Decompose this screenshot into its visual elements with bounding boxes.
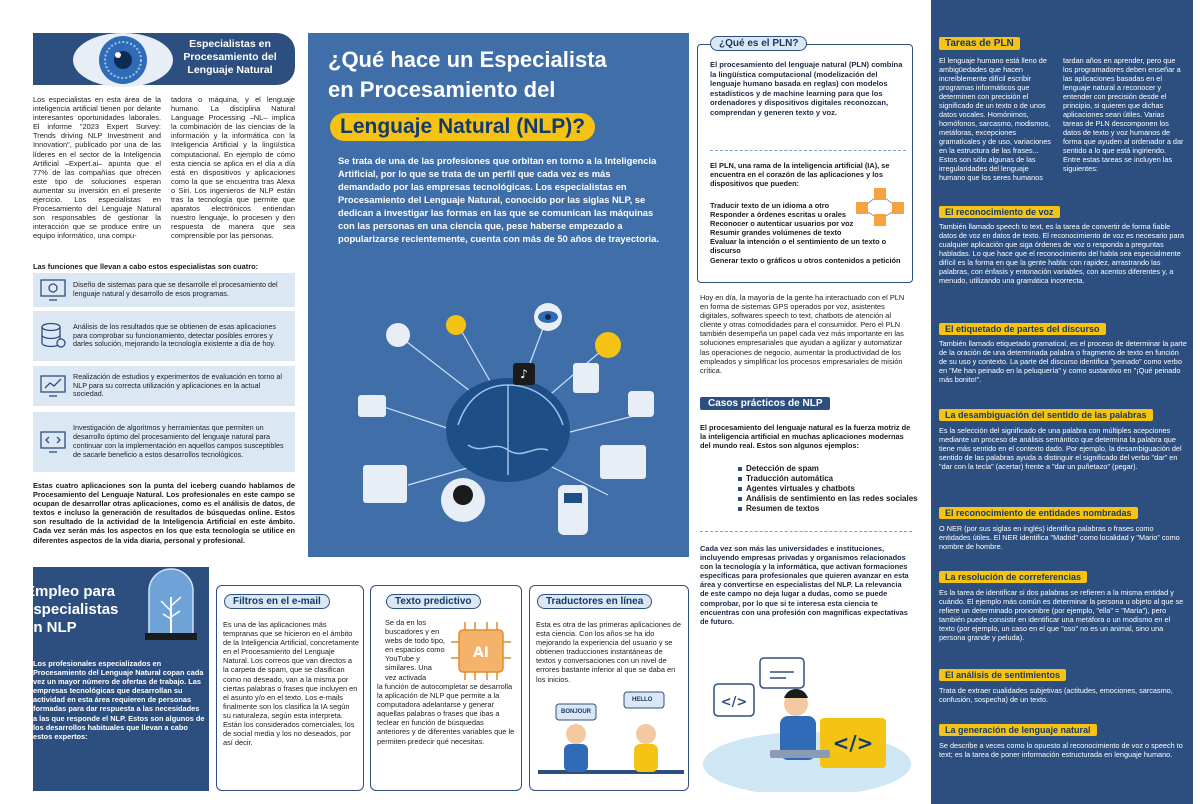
pln-ability-6: Generar texto o gráficos u otros contenidos a petición — [710, 255, 901, 265]
analytics-icon — [39, 374, 67, 398]
hero-title-2: en Procesamiento del — [328, 77, 556, 102]
tareas-title: Tareas de PLN — [939, 37, 1020, 50]
function-row-3 — [33, 366, 295, 406]
task-text-7: Se describe a veces como lo opuesto al reconocimiento de voz o speech to text; es la tarea de poner información estructurada en lenguaje humano. — [939, 741, 1183, 759]
function-text-2: Análisis de los resultados que se obtienen de esas aplicaciones para comprobar su funcionamiento, detectar posibles errores y darles solución, mejorando la tecnología existente a día de hoy. — [73, 321, 276, 349]
col1-intro-left: Los especialistas en esta área de la inteligencia artificial tienen por delante interesantes oportunidades laborales. El informe "2023 Expert Survey: Trends driving NLP Investment and Innovation", publicado por una de las líderes en el sector de la Inteligencia Artificial –Expert.ai– apunta que el 77% de las compañías que ofrecen este tipo de soluciones esperan aumentar su inversión en el presente ejercicio. Los especialistas en Procesamiento del Lenguaje Natural son responsables de gestionar la interacción que se produce entre un equipo informático, una compu- — [33, 95, 161, 241]
pln-ability-2: Responder a órdenes escritas u orales — [710, 210, 846, 220]
col1-closing: Estas cuatro aplicaciones son la punta del iceberg cuando hablamos de Procesamiento del Lenguaje Natural. Los profesionales en este campo se ocupan de desarrollar otras aplicaciones, como es el análisis de datos, de textos e incluso la generación de resultados de búsquedas online. Estos son resultado de la actividad de la Inteligencia Artificial en este ámbito. Cada vez serán más los aspectos en los que esta tecnología se utilice en diferentes aspectos de la vida diaria, personal y profesional. — [33, 481, 295, 545]
function-text-3: Realización de estudios y experimentos de evaluación en torno al NLP para su correcta utilización y aplicaciones en la actual sociedad. — [73, 371, 282, 399]
task-title-2: El etiquetado de partes del discurso — [939, 323, 1106, 335]
pln-title: ¿Qué es el PLN? — [710, 36, 807, 51]
gear-screen-icon — [39, 278, 67, 302]
pln-definition: El procesamiento del lenguaje natural (PLN) combina la lingüística computacional (modelización del lenguaje humano basada en reglas) con modelos estadísticos y de machine learning para que los ordenadores y dispositivos digitales reconozcan, comprendan y generen texto y voz. — [710, 60, 903, 117]
eye-icon — [71, 27, 175, 93]
task-title-6: El análisis de sentimientos — [939, 669, 1066, 681]
cubes-network-icon — [852, 186, 908, 228]
tareas-intro-right: tardan años en aprender, pero que los programadores deben enseñar a las aplicaciones basadas en el lenguaje natural a reconocer y entender con precisión desde el principio, si quieren que dichas aplicaciones sean útiles. Varias tareas de PLN descomponen los datos de texto y voz humanos de forma que ayuden al ordenador a dar sentido a lo que está ingiriendo. Entre estas tareas se incluyen las siguientes: — [1063, 56, 1184, 173]
hero-lead: Se trata de una de las profesiones que orbitan en torno a la Inteligencia Artificial, por lo que se trata de un perfil que cada vez es más demandado por las empresas tecnológicas. Los especialistas en Procesamiento del Lenguaje Natural, conocido por las siglas NLP, se dedican a investigar las formas en las que se comunican las máquinas con las personas en una ciencia que, pese haberse empezado a popularizarse recientemente, cuenta con más de 50 años de trayectoria. — [338, 155, 659, 244]
traductores-card — [529, 585, 689, 791]
tareas-intro-left: El lenguaje humano está lleno de ambigüedades que hacen increíblemente difícil escribir programas informáticos que determinen con precisión el significado de un texto o de unos datos vocales. Homónimos, homófonos, sarcasmo, modismos, metáforas, excepciones gramaticales y de uso, variaciones en la estructura de las frases... Estos son sólo algunas de las irregularidades del lenguaje humano que los seres humanos — [939, 56, 1051, 182]
function-row-4 — [33, 412, 295, 472]
pln-ability-3: Reconocer o autenticar usuarios por voz — [710, 219, 854, 229]
ai-chip-icon — [449, 622, 513, 680]
traductores-title: Traductores en línea — [537, 594, 652, 609]
casos-item-1: Detección de spam — [738, 464, 918, 474]
casos-closing: Cada vez son más las universidades e instituciones, incluyendo empresas privadas y organismos relacionados con la tecnología y la informática, que activan formaciones específicas para profesionales que quieren avanzar en esta área y convertirse en especialistas del NLP. La relevancia de este campo no deja lugar a dudas, como se puede comprobar, por lo que si te interesa esta ciencia te encuentras con una profesión con magníficas expectativas de futuro. — [700, 544, 909, 626]
casos-item-4: Análisis de sentimiento en las redes sociales — [738, 494, 918, 504]
bubble-hello: BONJOUR — [561, 709, 592, 715]
pln-ability-5: Evaluar la intención o el sentimiento de un texto o discurso — [710, 237, 887, 256]
col1-intro-right: tadora o máquina, y el lenguaje humano. La disciplina Natural Language Processing –NL– implica la combinación de las ciencias de la información y la informática con la Inteligencia Artificial y la lingüística computacional. En ejemplo de cómo esta ciencia se aplica en el día a día está en dispositivos y aplicaciones como la que se encuentra tras Alexa o Siri. Los ingenieros de NLP están tras la tecnología que permite que aparatos electrónicos entiendan nuestro lenguaje, lo procesen y den respuesta de manera que sea comprensible por las personas. — [171, 95, 295, 241]
hero-title-1: ¿Qué hace un Especialista — [328, 47, 607, 72]
hero-title-highlight: Lenguaje Natural (NLP)? — [330, 113, 595, 141]
task-text-5: Es la tarea de identificar si dos palabras se refieren a la misma entidad y cuándo. El ejemplo más común es determinar la persona u objeto al que se refiere un determinado pronombre (por ejemplo, "ella" = "María"), pero también puede consistir en identificar una metáfora o un modismo en el texto (por ejemplo, un caso en el que "oso" no es un animal, sino una persona grande y peluda). — [939, 588, 1184, 642]
empleo-body: Los profesionales especializados en Procesamiento del Lenguaje Natural copan cada vez un mayor número de ofertas de trabajo. Las empresas tecnológicas que desarrollan su actividad en esta área requieren de personas formadas para dar respuesta a las necesidades a las que responde el NLP. Estos son algunos de los desarrollos habituales que llevan a cabo estos expertos: — [33, 659, 205, 741]
pln-ability-4: Resumir grandes volúmenes de texto — [710, 228, 842, 238]
function-row-2 — [33, 311, 295, 361]
task-title-5: La resolución de correferencias — [939, 571, 1087, 583]
ai-chip-label: AI — [472, 645, 490, 661]
casos-title: Casos prácticos de NLP — [700, 397, 830, 410]
casos-item-2: Traducción automática — [738, 474, 918, 484]
predictivo-title: Texto predictivo — [386, 594, 481, 609]
predictivo-body: la función de autocompletar se desarrolla la aplicación de NLP que permite a la computadora adelantarse y generar aquellas palabras o frases que ibas a teclear en función de búsquedas anteriores y de diferentes variables que le permiten predecir qué necesitas. — [377, 682, 515, 746]
casos-list — [738, 464, 918, 514]
casos-item-3: Agentes virtuales y chatbots — [738, 484, 918, 494]
empleo-panel — [25, 567, 209, 791]
developer-illustration — [700, 654, 914, 792]
casos-item-5: Resumen de textos — [738, 504, 918, 514]
task-title-7: La generación de lenguaje natural — [939, 724, 1097, 736]
function-text-1: Diseño de sistemas para que se desarrolle el procesamiento del lenguaje natural y desarrollo de esos programas. — [73, 280, 278, 298]
svg-text:♪: ♪ — [520, 367, 528, 381]
col1-title: Especialistas en Procesamiento del Lenguaje Natural — [183, 38, 277, 76]
function-text-4: Investigación de algoritmos y herramientas que permiten un desarrollo óptimo del procesamiento del lenguaje natural para continuar con la implementación en aquellos campos susceptibles de sacarle beneficio a estos desarrollos tecnológicos. — [73, 423, 284, 459]
traductores-body: Esta es otra de las primeras aplicaciones de esta ciencia. Con los años se ha ido mejorando la experiencia del usuario y se obtienen traducciones instantáneas de textos y conversaciones con un nivel de errores bastante inferior al que se daba en los inicios. — [536, 620, 682, 684]
task-text-1: También llamado speech to text, es la tarea de convertir de forma fiable datos de voz en datos de texto. El reconocimiento de voz es necesario para cualquier aplicación que siga órdenes de voz o responda a preguntas habladas. Lo que hace que el reconocimiento del habla sea especialmente difícil es la forma en que la gente habla: con rapidez, arrastrando las palabras, con énfasis y entonación variables, con acentos diferentes y, a menudo, utilizando una gramática incorrecta. — [939, 222, 1184, 285]
predictivo-card — [370, 585, 522, 791]
filtros-card — [216, 585, 364, 791]
pln-body: Hoy en día, la mayoría de la gente ha interactuado con el PLN en forma de sistemas GPS operados por voz, asistentes digitales, softwares speech to text, chatbots de atención al cliente y otras comodidades para el consumidor. Pero el PLN también desempeña un papel cada vez más importante en las soluciones empresariales que ayudan a agilizar y automatizar las operaciones de negocio, aumentar la productividad de los empleados y simplificar los procesos empresariales de misión crítica. — [700, 293, 905, 375]
task-title-3: La desambiguación del sentido de las palabras — [939, 409, 1153, 421]
bubble-bonjour: HELLO — [632, 697, 653, 703]
casos-intro: El procesamiento del lenguaje natural es la fuerza motriz de la inteligencia artificial en muchas aplicaciones modernas del mundo real. Estos son algunos ejemplos: — [700, 423, 911, 451]
hero-panel — [308, 33, 689, 557]
svg-text:</>: </> — [720, 695, 748, 710]
tareas-column — [931, 0, 1193, 804]
function-row-1 — [33, 273, 295, 307]
col1-header — [33, 33, 295, 85]
task-text-4: O NER (por sus siglas en inglés) identifica palabras o frases como entidades útiles. El NER identifica "Madrid" como localidad y "Mario" como nombre de hombre. — [939, 524, 1180, 551]
pln-intro: El PLN, una rama de la inteligencia artificial (IA), se encuentra en el corazón de las aplicaciones y los dispositivos que pueden: — [710, 161, 890, 189]
translation-people-illustration — [538, 684, 684, 788]
pln-ability-1: Traducir texto de un idioma a otro — [710, 201, 830, 210]
code-monitor-icon — [39, 430, 67, 454]
database-icon — [40, 322, 66, 350]
task-text-3: Es la selección del significado de una palabra con múltiples acepciones mediante un proceso de análisis semántico que determina la palabra que tiene más sentido en el contexto dado. Por ejemplo, la desambiguación del sentido de las palabras ayuda a distinguir el significado del verbo "dar" en "dar con la tecla" (acertar) frente a "dar un puñetazo" (pegar). — [939, 426, 1182, 471]
empleo-title: Empleo para especialistas en NLP — [25, 583, 119, 636]
ai-brain-illustration — [338, 295, 668, 557]
predictivo-body-top: Se da en los buscadores y en webs de todo tipo, en espacios como YouTube y similares. Una vez activada — [385, 618, 445, 682]
tree-jar-icon — [141, 561, 201, 641]
task-title-1: El reconocimiento de voz — [939, 206, 1060, 218]
svg-text:</>: </> — [832, 731, 874, 755]
task-title-4: El reconocimiento de entidades nombradas — [939, 507, 1138, 519]
task-text-6: Trata de extraer cualidades subjetivas (actitudes, emociones, sarcasmo, confusión, sospecha) de un texto. — [939, 686, 1173, 704]
functions-heading: Las funciones que llevan a cabo estos especialistas son cuatro: — [33, 262, 259, 271]
filtros-title: Filtros en el e-mail — [224, 594, 330, 609]
task-text-2: También llamado etiquetado gramatical, es el proceso de determinar la parte de la oración de una determinada palabra o fragmento de texto en función de su uso y contexto. La parte del discurso identifica "peinado" como verbo en "Me han peinado en la peluquería" y como sustantivo en "¡Qué peinado más bonito!". — [939, 339, 1187, 384]
filtros-body: Es una de las aplicaciones más tempranas que se hicieron en el ámbito de la Inteligencia Artificial, concretamente en el Procesamiento del Lenguaje Natural. Los correos que van directos a la carpeta de spam, que se clasifican como no deseado, van a la misma por ciertas palabras o frases que incluyen en el asunto y/o en el texto. Los e-mails finalmente son los clasifica la IA según su naturaleza, según esta interpreta. Están los considerados comerciales, los de social media y los no deseados, por así decir. — [223, 620, 359, 748]
